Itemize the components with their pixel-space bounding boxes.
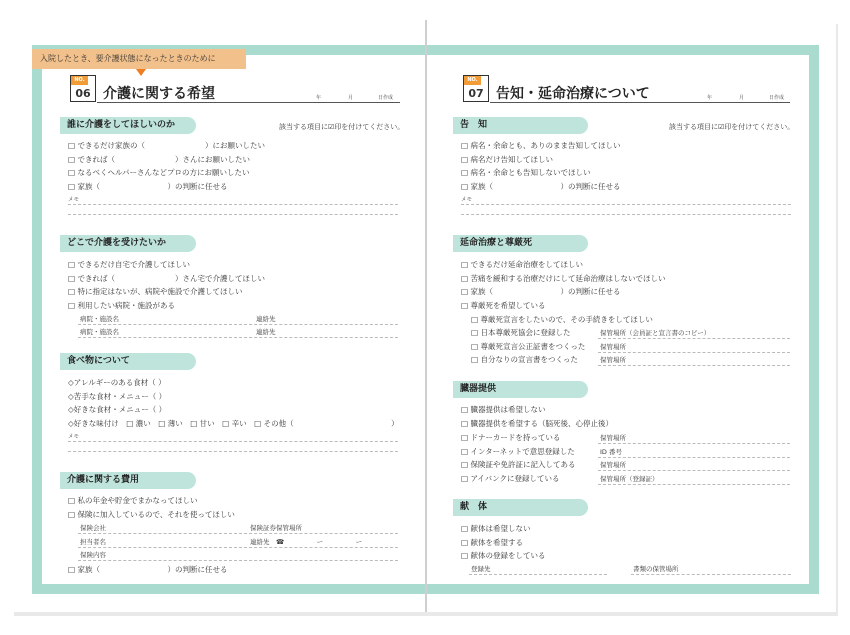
checkbox-item[interactable]: □ 家族（ ）の判断に任せる <box>461 287 621 296</box>
field-label: 病院・施設名 <box>80 328 119 336</box>
date-day: 日作成 <box>378 95 394 101</box>
section-heading-notice: 告 知 <box>453 117 588 134</box>
checkbox-item[interactable]: □ 苦痛を緩和する治療だけにして延命治療はしないでほしい <box>461 274 666 283</box>
checkbox-item[interactable]: □ 臓器提供は希望しない <box>461 405 546 414</box>
page-number-box <box>463 75 489 102</box>
field-label: 保管場所 <box>600 434 626 442</box>
memo-line <box>68 214 398 215</box>
sub-checkbox-item[interactable]: □ 日本尊厳死協会に登録した <box>471 328 571 337</box>
memo-label: メモ <box>461 197 473 203</box>
checkbox-item[interactable]: □ 家族（ ）の判断に任せる <box>68 565 228 574</box>
field-label: 登録先 <box>471 565 491 573</box>
memo-label: メモ <box>68 434 80 440</box>
memo-line <box>68 204 398 205</box>
section-heading-where: どこで介護を受けたいか <box>60 235 196 252</box>
checkbox-item[interactable]: □ 献体の登録をしている <box>461 551 546 560</box>
field-line <box>598 484 790 485</box>
field-line <box>598 457 790 458</box>
memo-line <box>461 204 791 205</box>
checkbox-item[interactable]: □ 保険に加入しているので、それを使ってほしい <box>68 510 235 519</box>
sub-checkbox-item[interactable]: □ 自分なりの宣言書をつくった <box>471 355 578 364</box>
field-line <box>598 470 790 471</box>
field-label: 保管場所 <box>600 356 626 364</box>
field-line <box>598 443 790 444</box>
checkbox-item[interactable]: □ 献体を希望する <box>461 538 523 547</box>
checkbox-item[interactable]: □ できるだけ自宅で介護してほしい <box>68 260 190 269</box>
food-item[interactable]: ◇好きな食材・メニュー（ ） <box>68 405 167 414</box>
checkbox-item[interactable]: □ 家族（ ）の判断に任せる <box>461 182 621 191</box>
memo-line <box>461 214 791 215</box>
checkbox-item[interactable]: □ アイバンクに登録している <box>461 474 560 483</box>
sub-checkbox-item[interactable]: □ 尊厳死宣言公正証書をつくった <box>471 342 586 351</box>
field-label: 書類の保管場所 <box>633 565 679 573</box>
field-line <box>78 337 398 338</box>
date-day: 日作成 <box>769 95 785 101</box>
field-label: 病院・施設名 <box>80 315 119 323</box>
checkbox-item[interactable]: □ 尊厳死を希望している <box>461 301 546 310</box>
checkbox-item[interactable]: □ 臓器提供を希望する（脳死後、心停止後） <box>461 419 613 428</box>
date-month: 月 <box>739 95 745 101</box>
field-label: 連絡先 <box>256 328 276 336</box>
checkbox-item[interactable]: □ インターネットで意思登録した <box>461 447 575 456</box>
checkbox-item[interactable]: □ 病名だけ告知してほしい <box>461 155 553 164</box>
date-year: 年 <box>707 95 713 101</box>
instruction-note: 該当する項目に☑印を付けてください。 <box>279 123 405 131</box>
field-label: 保管場所（会員証と宣言書のコピー） <box>600 329 711 337</box>
no-label: NO. <box>71 76 88 85</box>
field-line <box>598 365 790 366</box>
checkbox-item[interactable]: □ 私の年金や貯金でまかなってほしい <box>68 496 198 505</box>
no-label: NO. <box>464 76 481 85</box>
section-heading-life-support: 延命治療と尊厳死 <box>453 235 588 252</box>
book-gutter <box>425 20 427 612</box>
section-heading-who: 誰に介護をしてほしいのか <box>60 117 196 134</box>
food-item[interactable]: ◇好きな味付け □ 濃い □ 薄い □ 甘い □ 辛い □ その他（ ） <box>68 419 399 428</box>
checkbox-item[interactable]: □ 利用したい病院・施設がある <box>68 301 175 310</box>
checkbox-item[interactable]: □ 献体は希望しない <box>461 524 531 533</box>
field-line <box>598 352 790 353</box>
field-label: 保管場所（登録証） <box>600 475 659 483</box>
field-label: 担当者名 <box>80 538 106 546</box>
memo-line <box>68 451 398 452</box>
field-line <box>78 547 398 548</box>
checkbox-item[interactable]: □ できれば（ ）さんにお願いしたい <box>68 155 250 164</box>
checkbox-item[interactable]: □ ドナーカードを持っている <box>461 433 561 442</box>
checkbox-item[interactable]: □ できるだけ延命治療をしてほしい <box>461 260 583 269</box>
title-underline <box>97 102 400 103</box>
food-item[interactable]: ◇苦手な食材・メニュー（ ） <box>68 392 167 401</box>
checkbox-item[interactable]: □ 保険証や免許証に記入してある <box>461 460 576 469</box>
checkbox-item[interactable]: □ 家族（ ）の判断に任せる <box>68 182 228 191</box>
field-label: ID 番号 <box>600 448 622 456</box>
field-line <box>469 574 607 575</box>
section-heading-cost: 介護に関する費用 <box>60 472 196 489</box>
checkbox-item[interactable]: □ 病名・余命とも告知しないでほしい <box>461 168 591 177</box>
field-label: 保険証券保管場所 <box>250 524 302 532</box>
checkbox-item[interactable]: □ 特に指定はないが、病院や施設で介護してほしい <box>68 287 243 296</box>
sub-checkbox-item[interactable]: □ 尊厳死宣言をしたいので、その手続きをしてほしい <box>471 315 653 324</box>
page-title: 告知・延命治療について <box>496 86 650 102</box>
date-year: 年 <box>316 95 322 101</box>
field-label: 連絡先 <box>256 315 276 323</box>
checkbox-item[interactable]: □ できるだけ家族の（ ）にお願いしたい <box>68 141 265 150</box>
food-item[interactable]: ◇アレルギーのある食材（ ） <box>68 378 166 387</box>
title-underline <box>490 102 790 103</box>
checkbox-item[interactable]: □ なるべくヘルパーさんなどプロの方にお願いしたい <box>68 168 250 177</box>
field-line <box>78 324 398 325</box>
field-label: 保険内容 <box>80 551 106 559</box>
field-line <box>78 533 398 534</box>
field-line <box>598 338 790 339</box>
checkbox-item[interactable]: □ できれば（ ）さん宅で介護してほしい <box>68 274 265 283</box>
field-label: 保管場所 <box>600 343 626 351</box>
memo-label: メモ <box>68 197 80 203</box>
field-line <box>78 560 398 561</box>
memo-line <box>68 441 398 442</box>
checkbox-item[interactable]: □ 病名・余命とも、ありのまま告知してほしい <box>461 141 621 150</box>
page-title: 介護に関する希望 <box>103 86 215 102</box>
field-line <box>631 574 791 575</box>
field-label: 保険会社 <box>80 524 106 532</box>
section-heading-food: 食べ物について <box>60 353 196 370</box>
no-number: 07 <box>468 87 484 100</box>
date-month: 月 <box>348 95 354 101</box>
no-number: 06 <box>75 87 91 100</box>
field-label: 連絡先 ☎ ー ー <box>250 538 363 546</box>
section-heading-body-donation: 献 体 <box>453 499 588 516</box>
banner-arrow-icon <box>136 69 146 76</box>
instruction-note: 該当する項目に☑印を付けてください。 <box>669 123 795 131</box>
page-number-box <box>70 75 96 102</box>
field-label: 保管場所 <box>600 461 626 469</box>
chapter-banner: 入院したとき、要介護状態になったときのために <box>32 49 246 69</box>
section-heading-organ: 臓器提供 <box>453 381 588 398</box>
